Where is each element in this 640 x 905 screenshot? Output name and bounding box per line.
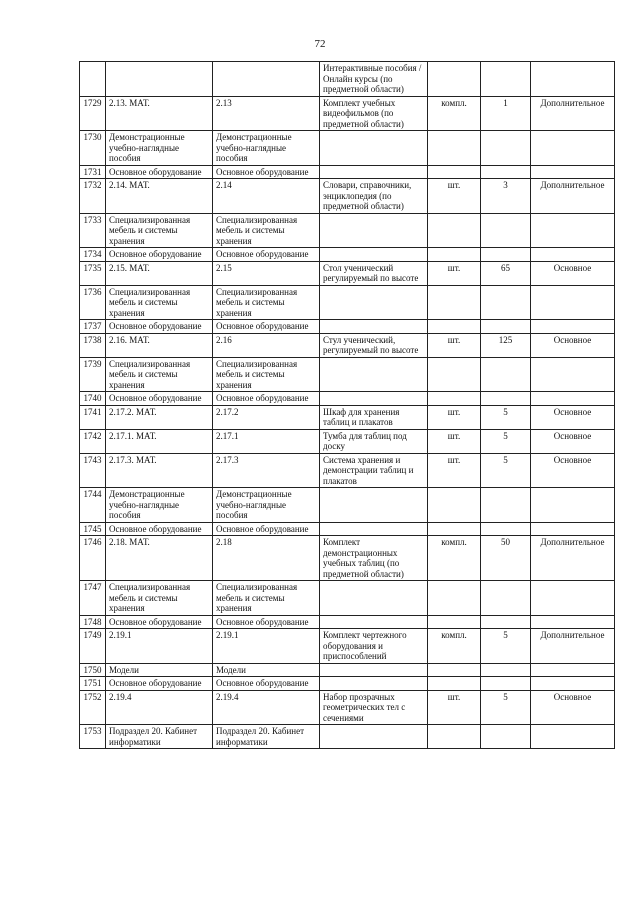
row-type: Основное [531, 453, 615, 488]
row-unit [428, 131, 481, 166]
row-name: Комплект учебных видеофильмов (по предметной области) [320, 96, 428, 131]
table-row [80, 522, 615, 536]
row-quantity: 3 [481, 179, 531, 214]
row-type: Дополнительное [531, 179, 615, 214]
row-code: Специализированная мебель и системы хранения [106, 285, 213, 320]
table-body [80, 62, 615, 749]
table-row [80, 285, 615, 320]
row-type: Дополнительное [531, 629, 615, 664]
row-name [320, 320, 428, 334]
row-name [320, 615, 428, 629]
row-unit: шт. [428, 333, 481, 357]
table-row [80, 96, 615, 131]
row-name: Система хранения и демонстрации таблиц и плакатов [320, 453, 428, 488]
row-number: 1735 [80, 261, 106, 285]
row-quantity [481, 285, 531, 320]
row-quantity [481, 165, 531, 179]
row-code-short: Демонстрационные учебно-наглядные пособия [213, 488, 320, 523]
row-quantity: 50 [481, 536, 531, 581]
row-type [531, 62, 615, 97]
row-type: Основное [531, 690, 615, 725]
table-row [80, 248, 615, 262]
row-type [531, 165, 615, 179]
table-row [80, 179, 615, 214]
row-number: 1746 [80, 536, 106, 581]
row-code-short: 2.14 [213, 179, 320, 214]
row-name [320, 488, 428, 523]
row-name [320, 357, 428, 392]
row-unit [428, 663, 481, 677]
table-row [80, 663, 615, 677]
row-number: 1730 [80, 131, 106, 166]
row-code: 2.17.3. МАТ. [106, 453, 213, 488]
row-code-short: 2.16 [213, 333, 320, 357]
row-code-short: Основное оборудование [213, 320, 320, 334]
row-number: 1745 [80, 522, 106, 536]
row-type [531, 131, 615, 166]
row-number: 1753 [80, 725, 106, 749]
row-type [531, 581, 615, 616]
row-number: 1749 [80, 629, 106, 664]
row-number: 1750 [80, 663, 106, 677]
row-type: Основное [531, 333, 615, 357]
row-code: Основное оборудование [106, 615, 213, 629]
row-code: Модели [106, 663, 213, 677]
row-quantity [481, 522, 531, 536]
row-code-short: Основное оборудование [213, 248, 320, 262]
row-unit [428, 213, 481, 248]
table-row [80, 392, 615, 406]
row-type [531, 248, 615, 262]
row-unit [428, 248, 481, 262]
row-code: Специализированная мебель и системы хранения [106, 581, 213, 616]
row-code-short: Специализированная мебель и системы хранения [213, 213, 320, 248]
row-number: 1751 [80, 677, 106, 691]
row-code-short: 2.18 [213, 536, 320, 581]
row-code-short: Основное оборудование [213, 615, 320, 629]
row-code-short: Основное оборудование [213, 677, 320, 691]
row-unit [428, 62, 481, 97]
row-number: 1739 [80, 357, 106, 392]
row-number: 1747 [80, 581, 106, 616]
row-name: Комплект демонстрационных учебных таблиц (по предметной области) [320, 536, 428, 581]
row-code: Основное оборудование [106, 320, 213, 334]
row-type [531, 725, 615, 749]
row-quantity [481, 663, 531, 677]
row-name: Комплект чертежного оборудования и приспособлений [320, 629, 428, 664]
table-row [80, 536, 615, 581]
row-type [531, 615, 615, 629]
row-quantity: 5 [481, 690, 531, 725]
row-quantity [481, 581, 531, 616]
row-code-short: Специализированная мебель и системы хранения [213, 357, 320, 392]
row-quantity [481, 320, 531, 334]
row-name: Шкаф для хранения таблиц и плакатов [320, 405, 428, 429]
row-quantity [481, 677, 531, 691]
row-code-short: Основное оборудование [213, 522, 320, 536]
row-name: Набор прозрачных геометрических тел с сечениями [320, 690, 428, 725]
row-number: 1743 [80, 453, 106, 488]
row-name [320, 581, 428, 616]
row-number: 1732 [80, 179, 106, 214]
row-name: Стол ученический регулируемый по высоте [320, 261, 428, 285]
row-code: 2.17.2. МАТ. [106, 405, 213, 429]
row-code: Основное оборудование [106, 248, 213, 262]
row-code: 2.16. МАТ. [106, 333, 213, 357]
row-unit [428, 725, 481, 749]
table-row [80, 320, 615, 334]
row-code: Основное оборудование [106, 165, 213, 179]
row-quantity [481, 392, 531, 406]
row-type [531, 285, 615, 320]
row-quantity: 5 [481, 629, 531, 664]
row-code-short: 2.19.4 [213, 690, 320, 725]
table-row [80, 615, 615, 629]
row-quantity [481, 615, 531, 629]
row-number: 1752 [80, 690, 106, 725]
row-type [531, 320, 615, 334]
table-row [80, 165, 615, 179]
row-quantity [481, 213, 531, 248]
row-number: 1737 [80, 320, 106, 334]
table-row [80, 629, 615, 664]
row-unit [428, 615, 481, 629]
row-unit: шт. [428, 429, 481, 453]
row-quantity [481, 357, 531, 392]
row-unit [428, 165, 481, 179]
row-unit: шт. [428, 405, 481, 429]
row-unit: шт. [428, 690, 481, 725]
row-unit: шт. [428, 179, 481, 214]
row-code: 2.19.1 [106, 629, 213, 664]
row-quantity: 5 [481, 429, 531, 453]
row-name [320, 213, 428, 248]
row-name [320, 392, 428, 406]
row-unit [428, 488, 481, 523]
row-quantity [481, 488, 531, 523]
row-unit: компл. [428, 96, 481, 131]
row-unit: шт. [428, 261, 481, 285]
row-code-short: Основное оборудование [213, 165, 320, 179]
row-name [320, 165, 428, 179]
row-name [320, 285, 428, 320]
row-code-short: Модели [213, 663, 320, 677]
row-quantity [481, 248, 531, 262]
row-unit [428, 357, 481, 392]
table-row [80, 677, 615, 691]
row-code: 2.14. МАТ. [106, 179, 213, 214]
table-row [80, 131, 615, 166]
row-code: Основное оборудование [106, 392, 213, 406]
row-code-short: 2.15 [213, 261, 320, 285]
row-name: Словари, справочники, энциклопедия (по предметной области) [320, 179, 428, 214]
row-code-short: Демонстрационные учебно-наглядные пособия [213, 131, 320, 166]
row-code: 2.13. МАТ. [106, 96, 213, 131]
row-unit: компл. [428, 536, 481, 581]
row-code: Демонстрационные учебно-наглядные пособия [106, 131, 213, 166]
row-code: 2.19.4 [106, 690, 213, 725]
row-name [320, 522, 428, 536]
row-type [531, 677, 615, 691]
table-row [80, 725, 615, 749]
row-number: 1729 [80, 96, 106, 131]
row-number: 1731 [80, 165, 106, 179]
table-row [80, 488, 615, 523]
row-quantity: 65 [481, 261, 531, 285]
row-name [320, 248, 428, 262]
row-code-short: Специализированная мебель и системы хранения [213, 285, 320, 320]
row-name [320, 725, 428, 749]
page-number: 72 [314, 38, 326, 50]
row-number: 1741 [80, 405, 106, 429]
equipment-table [79, 61, 615, 749]
row-quantity: 5 [481, 453, 531, 488]
row-unit: компл. [428, 629, 481, 664]
row-number: 1740 [80, 392, 106, 406]
row-type [531, 357, 615, 392]
row-code-short: 2.17.3 [213, 453, 320, 488]
row-quantity: 1 [481, 96, 531, 131]
row-unit [428, 581, 481, 616]
row-unit [428, 522, 481, 536]
row-code-short: 2.17.1 [213, 429, 320, 453]
row-quantity: 125 [481, 333, 531, 357]
row-type [531, 522, 615, 536]
row-number [80, 62, 106, 97]
row-code-short: Основное оборудование [213, 392, 320, 406]
row-quantity [481, 62, 531, 97]
row-unit [428, 320, 481, 334]
table-row [80, 261, 615, 285]
row-type: Основное [531, 429, 615, 453]
table-row [80, 333, 615, 357]
row-code-short: Подраздел 20. Кабинет информатики [213, 725, 320, 749]
row-quantity [481, 725, 531, 749]
row-quantity: 5 [481, 405, 531, 429]
row-name [320, 663, 428, 677]
row-type: Дополнительное [531, 536, 615, 581]
row-number: 1744 [80, 488, 106, 523]
row-name: Тумба для таблиц под доску [320, 429, 428, 453]
row-code: Демонстрационные учебно-наглядные пособия [106, 488, 213, 523]
row-number: 1734 [80, 248, 106, 262]
table-row [80, 453, 615, 488]
table-row [80, 213, 615, 248]
row-name: Интерактивные пособия / Онлайн курсы (по предметной области) [320, 62, 428, 97]
row-type [531, 488, 615, 523]
row-type [531, 392, 615, 406]
table-row [80, 357, 615, 392]
row-code: Подраздел 20. Кабинет информатики [106, 725, 213, 749]
row-number: 1733 [80, 213, 106, 248]
row-number: 1742 [80, 429, 106, 453]
row-unit [428, 392, 481, 406]
row-type [531, 663, 615, 677]
row-code: Основное оборудование [106, 677, 213, 691]
table-row [80, 429, 615, 453]
row-code-short: 2.17.2 [213, 405, 320, 429]
row-number: 1738 [80, 333, 106, 357]
table-row [80, 581, 615, 616]
row-code-short [213, 62, 320, 97]
row-code-short: 2.13 [213, 96, 320, 131]
row-code: 2.15. МАТ. [106, 261, 213, 285]
row-name [320, 677, 428, 691]
row-number: 1736 [80, 285, 106, 320]
row-code-short: Специализированная мебель и системы хранения [213, 581, 320, 616]
row-type: Основное [531, 261, 615, 285]
row-code [106, 62, 213, 97]
row-code: Специализированная мебель и системы хранения [106, 357, 213, 392]
row-code: Специализированная мебель и системы хранения [106, 213, 213, 248]
row-type: Дополнительное [531, 96, 615, 131]
row-code-short: 2.19.1 [213, 629, 320, 664]
row-unit [428, 677, 481, 691]
table-row [80, 405, 615, 429]
row-code: 2.17.1. МАТ. [106, 429, 213, 453]
row-code: Основное оборудование [106, 522, 213, 536]
row-code: 2.18. МАТ. [106, 536, 213, 581]
row-type: Основное [531, 405, 615, 429]
table-row [80, 62, 615, 97]
row-name: Стул ученический, регулируемый по высоте [320, 333, 428, 357]
row-number: 1748 [80, 615, 106, 629]
row-quantity [481, 131, 531, 166]
row-type [531, 213, 615, 248]
row-unit: шт. [428, 453, 481, 488]
table-row [80, 690, 615, 725]
row-name [320, 131, 428, 166]
row-unit [428, 285, 481, 320]
